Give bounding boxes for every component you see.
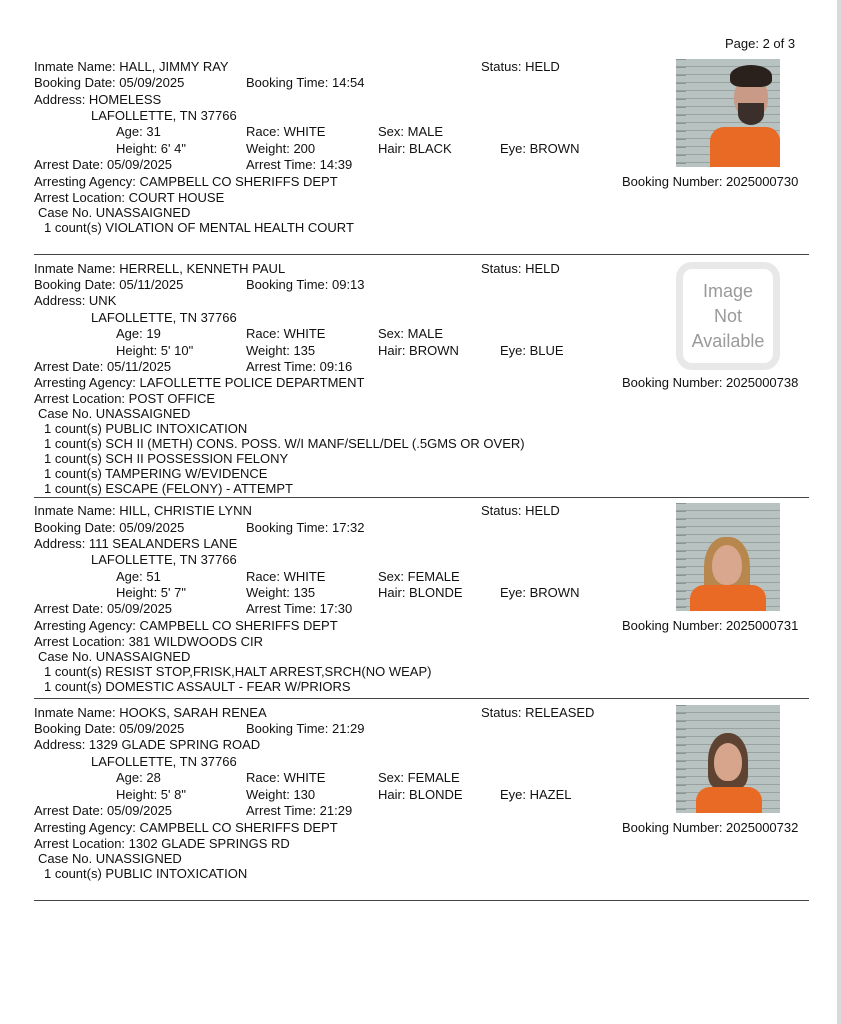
- page-edge: [837, 0, 841, 1024]
- inmate-name: Inmate Name: HERRELL, KENNETH PAUL: [34, 261, 286, 276]
- hair: Hair: BROWN: [378, 343, 459, 358]
- charge: 1 count(s) ESCAPE (FELONY) - ATTEMPT: [44, 481, 293, 496]
- status: Status: HELD: [481, 59, 560, 74]
- arresting-agency: Arresting Agency: CAMPBELL CO SHERIFFS DEPT: [34, 174, 338, 189]
- booking-number: Booking Number: 2025000730: [622, 174, 799, 189]
- booking-date: Booking Date: 05/09/2025: [34, 520, 185, 535]
- arrest-location: Arrest Location: 1302 GLADE SPRINGS RD: [34, 836, 290, 851]
- divider: [34, 900, 809, 901]
- divider: [34, 497, 809, 498]
- inmate-name: Inmate Name: HALL, JIMMY RAY: [34, 59, 229, 74]
- booking-date: Booking Date: 05/09/2025: [34, 75, 185, 90]
- arrest-date: Arrest Date: 05/09/2025: [34, 601, 173, 616]
- charge: 1 count(s) SCH II (METH) CONS. POSS. W/I MANF/SELL/DEL (.5GMS OR OVER): [44, 436, 525, 451]
- charge: 1 count(s) PUBLIC INTOXICATION: [44, 421, 248, 436]
- arrest-date: Arrest Date: 05/11/2025: [34, 359, 172, 374]
- arresting-agency: Arresting Agency: CAMPBELL CO SHERIFFS DEPT: [34, 618, 338, 633]
- orange-uniform: [690, 585, 766, 611]
- arresting-agency: Arresting Agency: LAFOLLETTE POLICE DEPARTMENT: [34, 375, 365, 390]
- arrest-location: Arrest Location: COURT HOUSE: [34, 190, 225, 205]
- orange-uniform: [710, 127, 780, 167]
- sex: Sex: MALE: [378, 124, 444, 139]
- charge: 1 count(s) RESIST STOP,FRISK,HALT ARREST,SRCH(NO WEAP): [44, 664, 432, 679]
- eye: Eye: BLUE: [500, 343, 564, 358]
- booking-date: Booking Date: 05/09/2025: [34, 721, 185, 736]
- arrest-location: Arrest Location: POST OFFICE: [34, 391, 216, 406]
- height: Height: 5' 7": [116, 585, 186, 600]
- case-number: Case No. UNASSAIGNED: [38, 649, 191, 664]
- image-not-available-placeholder: [676, 262, 780, 370]
- placeholder-text: Image: [702, 280, 754, 301]
- page-number: Page: 2 of 3: [725, 36, 796, 51]
- charge: 1 count(s) VIOLATION OF MENTAL HEALTH COURT: [44, 220, 354, 235]
- sex: Sex: MALE: [378, 326, 444, 341]
- status: Status: HELD: [481, 503, 560, 518]
- arresting-agency: Arresting Agency: CAMPBELL CO SHERIFFS DEPT: [34, 820, 338, 835]
- hair: [730, 65, 772, 87]
- address: Address: UNK: [34, 293, 117, 308]
- case-number: Case No. UNASSAIGNED: [38, 205, 191, 220]
- city: LAFOLLETTE, TN 37766: [91, 754, 237, 769]
- race: Race: WHITE: [246, 569, 326, 584]
- height: Height: 5' 8": [116, 787, 186, 802]
- booking-date: Booking Date: 05/11/2025: [34, 277, 184, 292]
- status: Status: HELD: [481, 261, 560, 276]
- city: LAFOLLETTE, TN 37766: [91, 310, 237, 325]
- arrest-date: Arrest Date: 05/09/2025: [34, 157, 173, 172]
- inmate-name: Inmate Name: HOOKS, SARAH RENEA: [34, 705, 267, 720]
- placeholder-text: Not: [713, 305, 742, 326]
- divider: [34, 254, 809, 255]
- charge: 1 count(s) SCH II POSSESSION FELONY: [44, 451, 289, 466]
- arrest-time: Arrest Time: 14:39: [246, 157, 353, 172]
- weight: Weight: 135: [246, 585, 316, 600]
- weight: Weight: 200: [246, 141, 316, 156]
- weight: Weight: 130: [246, 787, 316, 802]
- booking-number: Booking Number: 2025000738: [622, 375, 799, 390]
- city: LAFOLLETTE, TN 37766: [91, 552, 237, 567]
- sex: Sex: FEMALE: [378, 569, 460, 584]
- weight: Weight: 135: [246, 343, 316, 358]
- height-ruler: [676, 503, 686, 611]
- hair: Hair: BLACK: [378, 141, 452, 156]
- height-ruler: [676, 705, 686, 813]
- booking-time: Booking Time: 17:32: [246, 520, 365, 535]
- charge: 1 count(s) PUBLIC INTOXICATION: [44, 866, 248, 881]
- face: [714, 743, 742, 781]
- charge: 1 count(s) DOMESTIC ASSAULT - FEAR W/PRIORS: [44, 679, 351, 694]
- face: [712, 545, 742, 585]
- address: Address: 111 SEALANDERS LANE: [34, 536, 238, 551]
- age: Age: 51: [116, 569, 161, 584]
- booking-time: Booking Time: 14:54: [246, 75, 365, 90]
- eye: Eye: HAZEL: [500, 787, 572, 802]
- booking-number: Booking Number: 2025000731: [622, 618, 799, 633]
- booking-number: Booking Number: 2025000732: [622, 820, 799, 835]
- placeholder-text: Available: [691, 330, 765, 351]
- charge: 1 count(s) TAMPERING W/EVIDENCE: [44, 466, 268, 481]
- age: Age: 28: [116, 770, 161, 785]
- arrest-time: Arrest Time: 21:29: [246, 803, 353, 818]
- booking-time: Booking Time: 09:13: [246, 277, 365, 292]
- address: Address: 1329 GLADE SPRING ROAD: [34, 737, 261, 752]
- case-number: Case No. UNASSAIGNED: [38, 406, 191, 421]
- arrest-time: Arrest Time: 17:30: [246, 601, 353, 616]
- booking-time: Booking Time: 21:29: [246, 721, 365, 736]
- mugshot-photo: [676, 705, 780, 813]
- hair: Hair: BLONDE: [378, 787, 463, 802]
- height: Height: 6' 4": [116, 141, 186, 156]
- arrest-time: Arrest Time: 09:16: [246, 359, 353, 374]
- mugshot-photo: [676, 59, 780, 167]
- divider: [34, 698, 809, 699]
- race: Race: WHITE: [246, 326, 326, 341]
- hair: Hair: BLONDE: [378, 585, 463, 600]
- arrest-date: Arrest Date: 05/09/2025: [34, 803, 173, 818]
- beard: [738, 103, 764, 125]
- age: Age: 19: [116, 326, 161, 341]
- case-number: Case No. UNASSIGNED: [38, 851, 182, 866]
- orange-uniform: [696, 787, 762, 813]
- eye: Eye: BROWN: [500, 141, 580, 156]
- arrest-location: Arrest Location: 381 WILDWOODS CIR: [34, 634, 264, 649]
- mugshot-photo: [676, 503, 780, 611]
- address: Address: HOMELESS: [34, 92, 162, 107]
- status: Status: RELEASED: [481, 705, 595, 720]
- eye: Eye: BROWN: [500, 585, 580, 600]
- inmate-name: Inmate Name: HILL, CHRISTIE LYNN: [34, 503, 252, 518]
- height-ruler: [676, 59, 686, 167]
- height: Height: 5' 10": [116, 343, 194, 358]
- city: LAFOLLETTE, TN 37766: [91, 108, 237, 123]
- race: Race: WHITE: [246, 770, 326, 785]
- race: Race: WHITE: [246, 124, 326, 139]
- sex: Sex: FEMALE: [378, 770, 460, 785]
- age: Age: 31: [116, 124, 161, 139]
